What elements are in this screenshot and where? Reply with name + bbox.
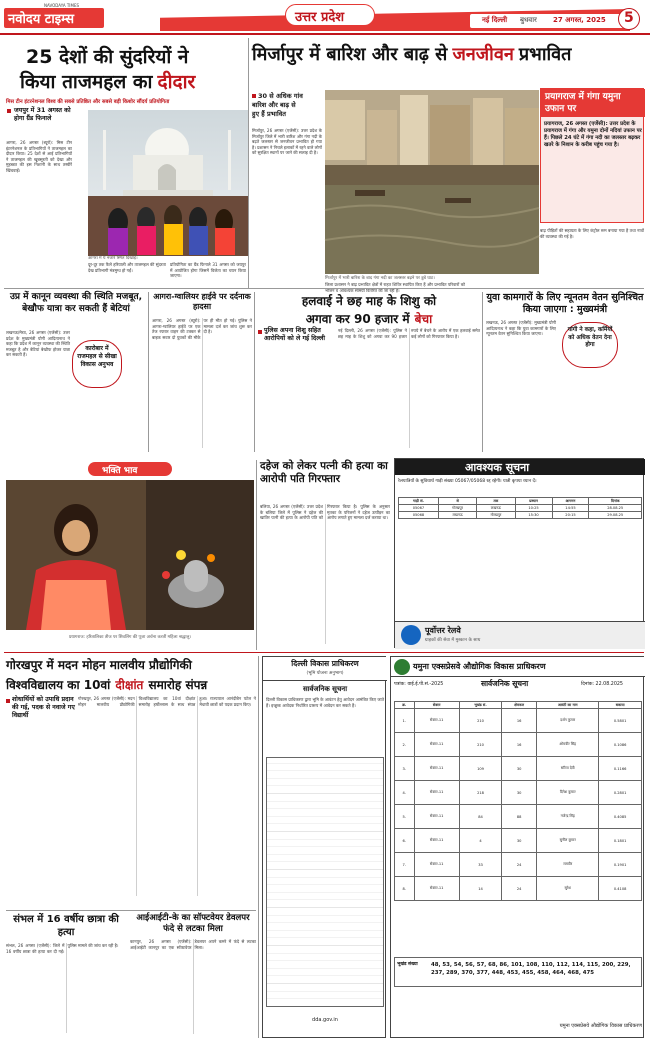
taj-body-c: दूर-दूर तक फैले हरियाली और ताजमहल की सुंदरता देख प्रतिभागी मंत्रमुग्ध हो गईं। (88, 262, 166, 273)
table-cell: 109 (459, 757, 501, 781)
table-cell: 0.2801 (599, 781, 642, 805)
table-row (395, 829, 642, 853)
railway-title: आवश्यक सूचना (465, 461, 530, 474)
taj-story (6, 40, 246, 280)
table-cell: 30 (502, 757, 537, 781)
yeida-list: 48, 53, 54, 56, 57, 68, 86, 101, 108, 110, 112, 114, 115, 200, 229, 237, 289, 370, 377, 448, 453, 455, 458, 464, 468, 475 (431, 962, 631, 976)
yeida-th: क्षेत्रफल (502, 702, 537, 709)
taj-headline-a: 25 देशों की सुंदरियों ने (26, 46, 189, 68)
table-cell: 24 (502, 853, 537, 877)
table-cell: 0.4085 (599, 805, 642, 829)
table-row (395, 781, 642, 805)
dda-body: दिल्ली विकास प्राधिकरण द्वारा भूमि के आवंटन हेतु आवेदन आमंत्रित किए जाते हैं। इच्छुक आवेदक निर्धारित प्रारूप में आवेदन कर सकते हैं। (266, 697, 384, 708)
rule-horizontal-3 (6, 910, 256, 911)
rule-vertical-5 (256, 460, 257, 650)
mirzapur-side-c: हुए हैं प्रभावित (252, 110, 286, 118)
railway-th: दिनांक (589, 498, 642, 505)
table-row (395, 805, 642, 829)
yeida-th: बकाया (599, 702, 642, 709)
table-cell: 24 (502, 877, 537, 901)
table-cell: 0.1901 (599, 853, 642, 877)
rule-horizontal-1 (4, 288, 644, 289)
table-cell: 210 (459, 709, 501, 733)
taj-bullet-square (7, 109, 11, 113)
table-cell: 30 (502, 781, 537, 805)
table-cell: 6. (395, 829, 415, 853)
yeida-table (394, 701, 642, 901)
table-cell: 33 (459, 853, 501, 877)
wage-story (486, 292, 644, 452)
taj-photo-svg (88, 110, 248, 255)
yeida-th: क्र. (395, 702, 415, 709)
table-cell: सरिता देवी (537, 757, 599, 781)
wage-headline: युवा कामगारों के लिए न्यूनतम वेतन सुनिश्चित किया जाएगा : मुख्यमंत्री (486, 292, 644, 315)
masthead-brand: नवोदय टाइम्स (8, 12, 75, 27)
sambhal-body: लखनऊ/मेरठ, 26 अगस्त (एजेंसी): उत्तर प्रदेश के मुख्यमंत्री योगी आदित्यनाथ ने कहा कि प्रदेश में कानून व्यवस्था की स्थिति मजबूत है और बेटियां बेखौफ होकर यात्रा कर सकती हैं। (6, 330, 70, 358)
baby-story (258, 292, 480, 452)
mirzapur-body: मिर्जापुर, 26 अगस्त (एजेंसी): उत्तर प्रदेश के मिर्जापुर जिले में भारी बारिश और गंगा नदी के बढ़ते जलस्तर से जनजीवन प्रभावित हो गया है। प्रशासन ने निचले इलाकों में रहने वाले लोगों को सुरक्षित स्थानों पर जाने की सलाह दी है। (252, 128, 322, 156)
taj-photo (88, 110, 248, 255)
table-cell: 16 (502, 709, 537, 733)
table-cell: 88 (502, 805, 537, 829)
table-cell: 05068 (399, 512, 439, 519)
railway-body: रेलयात्रियों के सुविधार्थ गाड़ी संख्या 05067/05068 रद्द रहेगी। यात्री कृपया ध्यान दें। (398, 479, 537, 484)
table-cell: 2. (395, 733, 415, 757)
railway-th: तक (477, 498, 515, 505)
railway-logo-icon (401, 625, 421, 645)
table-cell: 0.1166 (599, 757, 642, 781)
mirzapur-photo-svg (325, 90, 539, 274)
agra-highway-body: आगरा, 26 अगस्त (ब्यूरो): आगरा-ग्वालियर हाईवे पर एक तेज रफ्तार वाहन की टक्कर से बाइक सवार दो युवकों की मौके पर ही मौत हो गई। पुलिस ने मामला दर्ज कर जांच शुरू कर दी है। (152, 318, 252, 340)
table-cell: गोरखपुर (438, 505, 476, 512)
yeida-th: भूखंड सं. (459, 702, 501, 709)
it-dev-body: कानपुर, 26 अगस्त (एजेंसी): आईआईटी कानपुर का एक सॉफ्टवेयर डेवलपर अपने कमरे में फंदे से लटका मिला। (130, 939, 256, 950)
taj-headline-row-b (20, 68, 195, 94)
sambhal-quote: कारोबार में राजमहल से सीखा विकास अनुभव (77, 345, 117, 368)
yeida-table-head (395, 702, 642, 709)
table-row (395, 877, 642, 901)
table-cell: सेक्टर-11 (414, 709, 459, 733)
table-row (395, 709, 642, 733)
table-cell: 0.1801 (599, 829, 642, 853)
rule-vertical-4 (482, 292, 483, 452)
taj-body-d: प्रतियोगिता का ग्रैंड फिनाले 31 अगस्त को जयपुर में आयोजित होगा जिसमें विजेता का चयन किया जाएगा। (170, 262, 246, 279)
table-cell: सेक्टर-11 (414, 805, 459, 829)
bhakti-story (6, 462, 254, 647)
dowry-body: बलिया, 26 अगस्त (एजेंसी): उत्तर प्रदेश के बलिया जिले में पुलिस ने दहेज की खातिर पत्नी की हत्या के आरोपी पति को गिरफ्तार किया है। पुलिस के अनुसार मृतका के परिजनों ने दहेज उत्पीड़न का आरोप लगाते हुए मामला दर्ज कराया था। (260, 504, 390, 521)
sambhal-murder-story (6, 913, 126, 1038)
mirzapur-headline-a: मिर्जापुर में बारिश और बाढ़ से (252, 44, 448, 65)
table-cell: 1. (395, 709, 415, 733)
yeida-ref: पत्रांक: वाई.ई.पी.सं.-2025 (394, 682, 444, 687)
table-cell: दर्शन कुमार (537, 709, 599, 733)
dda-subtitle: (भूमि योजना अनुभाग) (306, 671, 344, 676)
table-cell: सेक्टर-11 (414, 781, 459, 805)
rule-horizontal-2 (4, 652, 644, 653)
masthead (0, 0, 650, 36)
taj-caption: आगरा में ये नजारे स्मित दिखाई। (88, 256, 138, 261)
masthead-page-number: 5 (624, 10, 634, 26)
table-row (399, 512, 642, 519)
taj-body-a: आगरा, 26 अगस्त (ब्यूरो): मिस टीन इंटरनेशनल के प्रतिभागियों ने ताजमहल का दीदार किया। 25 देशों से आई प्रतिभागियों ने ताजमहल की खूबसूरती को देखा और मुहब्बत की इस निशानी के साथ तस्वीरें खिंचवाईं। (6, 140, 72, 173)
table-cell: 16 (502, 733, 537, 757)
masthead-date: 27 अगस्त, 2025 (553, 16, 606, 24)
mirzapur-side-square (252, 94, 256, 98)
yeida-title: यमुना एक्सप्रेसवे औद्योगिक विकास प्राधिकरण (413, 662, 546, 671)
rule-vertical-6 (258, 656, 259, 1038)
mirzapur-photo (325, 90, 539, 274)
table-row (395, 853, 642, 877)
yeida-th: आवंटी का नाम (537, 702, 599, 709)
table-row (395, 733, 642, 757)
table-cell: 05067 (399, 505, 439, 512)
railway-table-head (399, 498, 642, 505)
table-cell: 4. (395, 781, 415, 805)
table-cell: 10:25 (515, 505, 552, 512)
gorakhpur-headline-c: समारोह संपन्न (148, 678, 208, 692)
mirzapur-headline-accent: जनजीवन (452, 44, 514, 65)
dda-footer: dda.gov.in (312, 1017, 338, 1023)
sambhal-headline: उप्र में कानून व्यवस्था की स्थिति मजबूत, बेखौफ यात्रा कर सकती हैं बेटियां (9, 292, 143, 314)
mirzapur-caption: मिर्जापुर में भारी बारिश के बाद गंगा नदी का जलस्तर बढ़ने पर डूबे घाट। (325, 276, 435, 281)
masthead-brand-small: NAVODAYA TIMES (44, 3, 80, 8)
gorakhpur-headline-accent: दीक्षांत (115, 678, 144, 692)
table-cell: 20:15 (552, 512, 589, 519)
mirzapur-body-c: बाढ़ पीड़ितों की सहायता के लिए कंट्रोल रूम बनाया गया है तथा नावों की व्यवस्था की गई है। (540, 228, 644, 239)
table-cell: 15:30 (515, 512, 552, 519)
yeida-list-label: भूखंड संख्या (397, 962, 418, 967)
baby-headline-b: अगवा कर 90 हजार में (305, 312, 410, 326)
dowry-story (260, 460, 390, 650)
table-cell: लखनऊ (477, 505, 515, 512)
agra-highway-headline: आगरा-ग्वालियर हाईवे पर दर्दनाक हादसा (153, 292, 251, 311)
gorakhpur-body: गोरखपुर, 26 अगस्त (एजेंसी): मदन मोहन मालवीय प्रौद्योगिकी विश्वविद्यालय का 10वां दीक्षांत समारोह हर्षोल्लास के साथ संपन्न हुआ। राज्यपाल आनंदीबेन पटेल ने मेधावी छात्रों को पदक प्रदान किए। (78, 696, 256, 707)
yeida-notice-label: सार्वजनिक सूचना (481, 679, 529, 688)
table-cell: 14 (459, 877, 501, 901)
table-cell: रामवीर (537, 853, 599, 877)
taj-headline-accent: दीदार (157, 71, 196, 93)
masthead-city: नई दिल्ली (482, 16, 508, 24)
table-cell: 8. (395, 877, 415, 901)
gorakhpur-story (6, 656, 256, 906)
table-cell: सेक्टर-11 (414, 829, 459, 853)
table-cell: सेक्टर-11 (414, 877, 459, 901)
table-cell: 14:55 (552, 505, 589, 512)
table-cell: गजेन्द्र सिंह (537, 805, 599, 829)
mirzapur-side-b: बारिश और बाढ़ से (252, 101, 296, 109)
rule-vertical-2 (148, 292, 149, 452)
yeida-footer: यमुना एक्सप्रेसवे औद्योगिक विकास प्राधिकरण (559, 1023, 642, 1029)
masthead-section: उत्तर प्रदेश (295, 10, 345, 25)
rule-vertical-1 (248, 38, 249, 288)
baby-side-square (258, 330, 262, 334)
bhakti-caption: प्रयागराज: हरितालिका तीज पर शिवलिंग की पूजा अर्चना करतीं महिला श्रद्धालु। (68, 635, 191, 640)
table-cell: 4 (459, 829, 501, 853)
railway-notice (394, 458, 644, 648)
gorakhpur-headline-b: विश्वविद्यालय का 10वां (6, 678, 111, 692)
dda-table-grid (266, 757, 384, 1007)
baby-headline-row-b (258, 308, 480, 327)
railway-th: से (438, 498, 476, 505)
table-cell: 0.1086 (599, 733, 642, 757)
sambhal-murder-body: संभल, 26 अगस्त (एजेंसी): जिले में 16 वर्षीय छात्रा की हत्या कर दी गई। पुलिस मामले की जांच कर रही है। (6, 943, 119, 954)
table-cell: 7. (395, 853, 415, 877)
table-row (395, 757, 642, 781)
table-cell: 0.5801 (599, 709, 642, 733)
table-cell: सुनील कुमार (537, 829, 599, 853)
gorakhpur-side: शोधार्थियों को उपाधि प्रदान की गई, पदक से नवाजे गए विद्यार्थी (12, 696, 75, 719)
gorakhpur-headline-row-b (6, 674, 207, 693)
bhakti-photo (6, 480, 254, 630)
table-cell: 30 (502, 829, 537, 853)
taj-subhead: मिस टीन इंटरनेशनल विश्व की सबसे प्रतिष्ठित और सबसे बड़ी किशोर सौंदर्य प्रतियोगिता (6, 99, 170, 105)
table-cell: 210 (459, 733, 501, 757)
dda-title: दिल्ली विकास प्राधिकरण (291, 659, 359, 668)
table-cell: ओमवीर सिंह (537, 733, 599, 757)
baby-headline-a: हलवाई ने छह माह के शिशु को (301, 294, 437, 308)
baby-side: पुलिस अपना शिशु सहित आरोपियों को ले गई दिल्ली (264, 327, 325, 342)
table-cell: दिनेश कुमार (537, 781, 599, 805)
table-cell: 29.08.25 (589, 512, 642, 519)
yeida-notice (390, 656, 644, 1038)
table-cell: 84 (459, 805, 501, 829)
table-cell: 28.08.25 (589, 505, 642, 512)
table-cell: 3. (395, 757, 415, 781)
yeida-logo-icon (394, 659, 410, 675)
dowry-headline: दहेज को लेकर पत्नी की हत्या का आरोपी पति गिरफ्तार (260, 460, 388, 485)
table-cell: 0.4108 (599, 877, 642, 901)
table-cell: सेक्टर-11 (414, 853, 459, 877)
rule-vertical-3 (254, 292, 255, 452)
table-cell: सेक्टर-11 (414, 733, 459, 757)
yeida-th: सेक्टर (414, 702, 459, 709)
wage-quote: यांगी ने कहा, कर्मियों को अधिक वेतन देना होगा (567, 327, 613, 349)
table-cell: लखनऊ (438, 512, 476, 519)
prayagraj-headline: प्रयागराज में गंगा यमुना उफान पर (545, 92, 621, 114)
it-dev-story (130, 913, 256, 1038)
agra-highway-story (152, 292, 252, 452)
prayagraj-box (540, 88, 644, 223)
sambhal-murder-headline: संभल में 16 वर्षीय छात्रा की हत्या (13, 914, 119, 938)
table-cell: सेक्टर-11 (414, 757, 459, 781)
table-cell: 5. (395, 805, 415, 829)
bhakti-label: भक्ति भाव (102, 466, 138, 476)
yeida-date: दिनांक: 22.08.2025 (581, 682, 623, 687)
table-cell: सुरेश (537, 877, 599, 901)
mirzapur-headline-row (252, 42, 571, 66)
wage-body: लखनऊ, 26 अगस्त (एजेंसी): मुख्यमंत्री योगी आदित्यनाथ ने कहा कि युवा कामगारों के लिए न्यूनतम वेतन सुनिश्चित किया जाएगा। (486, 320, 556, 337)
masthead-underline (0, 33, 650, 35)
gorakhpur-side-square (6, 699, 10, 703)
taj-bullet: जयपुर में 31 अगस्त को होगा ग्रैंड फिनाले (14, 107, 71, 122)
mirzapur-body-b: जिला प्रशासन ने बाढ़ प्रभावित क्षेत्रों में राहत शिविर स्थापित किए हैं और प्रभावित परिवारों को भोजन व आवश्यक सामग्री वितरित की जा रही है। (325, 282, 465, 293)
dda-notice (262, 656, 386, 1038)
mirzapur-side-a: 30 से अधिक गांव (258, 92, 303, 100)
baby-headline-accent: बेचा (414, 312, 433, 326)
railway-footer: पूर्वोत्तर रेलवे (425, 626, 461, 635)
dda-notice-label: सार्वजनिक सूचना (302, 685, 348, 693)
railway-th: आगमन (552, 498, 589, 505)
prayagraj-body: प्रयागराज, 26 अगस्त (एजेंसी): उत्तर प्रदेश के प्रयागराज में गंगा और यमुना दोनों नदियां उफान पर हैं। पिछले 24 घंटे में गंगा नदी का जलस्तर बढ़कर खतरे के निशान के करीब पहुंच गया है। (544, 121, 642, 148)
railway-tagline: ग्राहकों की सेवा में मुस्कान के साथ (425, 638, 481, 643)
railway-th: गाड़ी सं. (399, 498, 439, 505)
bhakti-photo-svg (6, 480, 254, 630)
railway-th: प्रस्थान (515, 498, 552, 505)
it-dev-headline: आईआईटी-के का सॉफ्टवेयर डेवलपर फंदे से लटका मिला (136, 913, 250, 934)
taj-headline-b: किया ताजमहल का (20, 71, 153, 93)
mirzapur-headline-b: प्रभावित (518, 44, 572, 65)
table-cell: गोरखपुर (477, 512, 515, 519)
table-cell: 218 (459, 781, 501, 805)
railway-table (398, 497, 642, 519)
sambhal-story (6, 292, 146, 457)
baby-body: नई दिल्ली, 26 अगस्त (एजेंसी): पुलिस ने छह माह के शिशु को अगवा कर 90 हजार रुपये में बेचने के आरोप में एक हलवाई समेत कई लोगों को गिरफ्तार किया है। (338, 328, 480, 339)
masthead-day: बुधवार (520, 16, 537, 24)
table-row (399, 505, 642, 512)
gorakhpur-headline-a: गोरखपुर में मदन मोहन मालवीय प्रौद्योगिकी (6, 658, 192, 672)
